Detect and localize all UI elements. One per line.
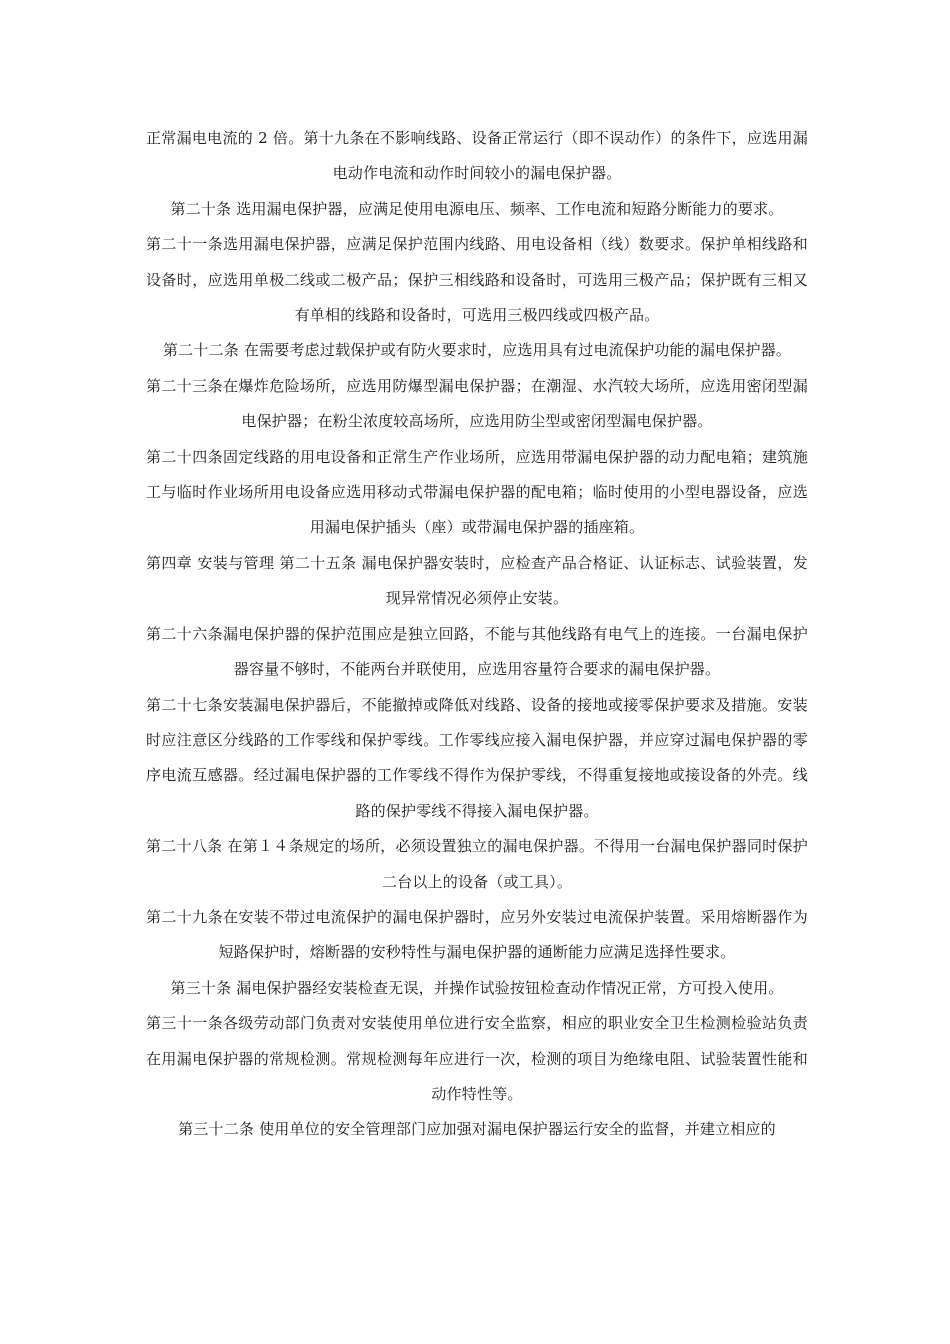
paragraph-article-20: 第二十条 选用漏电保护器，应满足使用电源电压、频率、工作电流和短路分断能力的要求。: [170, 199, 784, 218]
document-body: [146, 121, 808, 1148]
paragraph-article-32: 第三十二条 使用单位的安全管理部门应加强对漏电保护器运行安全的监督，并建立相应的: [178, 1120, 776, 1139]
paragraph-article-21: 第二十一条选用漏电保护器，应满足保护范围内线路、用电设备相（线）数要求。保护单相线路和设备时，应选用单极二线或二极产品；保护三相线路和设备时，可选用三极产品；保护既有三相又有单相的线路和设备时，可选用三极四线或四极产品。: [146, 235, 808, 325]
paragraph-article-22: 第二十二条 在需要考虑过载保护或有防火要求时，应选用具有过电流保护功能的漏电保护器。: [162, 341, 792, 360]
paragraph-article-23: 第二十三条在爆炸危险场所，应选用防爆型漏电保护器；在潮湿、水汽较大场所，应选用密闭型漏电保护器；在粉尘浓度较高场所，应选用防尘型或密闭型漏电保护器。: [146, 376, 808, 431]
paragraph-article-24: 第二十四条固定线路的用电设备和正常生产作业场所，应选用带漏电保护器的动力配电箱；建筑施工与临时作业场所用电设备应选用移动式带漏电保护器的配电箱；临时使用的小型电器设备，应选用漏电保护插头（座）或带漏电保护器的插座箱。: [146, 447, 808, 537]
paragraph-chapter-4-article-25: 第四章 安装与管理 第二十五条 漏电保护器安装时，应检查产品合格证、认证标志、试验装置，发现异常情况必须停止安装。: [146, 553, 808, 608]
paragraph-article-31: 第三十一条各级劳动部门负责对安装使用单位进行安全监察，相应的职业安全卫生检测检验站负责在用漏电保护器的常规检测。常规检测每年应进行一次，检测的项目为绝缘电阻、试验装置性能和动作特性等。: [146, 1014, 808, 1103]
paragraph-article-29: 第二十九条在安装不带过电流保护的漏电保护器时，应另外安装过电流保护装置。采用熔断器作为短路保护时，熔断器的安秒特性与漏电保护器的通断能力应满足选择性要求。: [146, 907, 808, 962]
paragraph-article-30: 第三十条 漏电保护器经安装检查无误，并操作试验按钮检查动作情况正常，方可投入使用。: [170, 978, 784, 997]
paragraph-article-27: 第二十七条安装漏电保护器后，不能撤掉或降低对线路、设备的接地或接零保护要求及措施。安装时应注意区分线路的工作零线和保护零线。工作零线应接入漏电保护器，并应穿过漏电保护器的零序电流互感器。经过漏电保护器的工作零线不得作为保护零线，不得重复接地或接设备的外壳。线路的保护零线不得接入漏电保护器。: [146, 695, 808, 820]
paragraph-article-28: 第二十八条 在第１４条规定的场所，必须设置独立的漏电保护器。不得用一台漏电保护器同时保护二台以上的设备（或工具）。: [146, 837, 808, 891]
paragraph-article-19: 正常漏电电流的 2 倍。第十九条在不影响线路、设备正常运行（即不误动作）的条件下，应选用漏电动作电流和动作时间较小的漏电保护器。: [146, 129, 808, 183]
paragraph-article-26: 第二十六条漏电保护器的保护范围应是独立回路，不能与其他线路有电气上的连接。一台漏电保护器容量不够时，不能两台并联使用，应选用容量符合要求的漏电保护器。: [146, 624, 808, 679]
